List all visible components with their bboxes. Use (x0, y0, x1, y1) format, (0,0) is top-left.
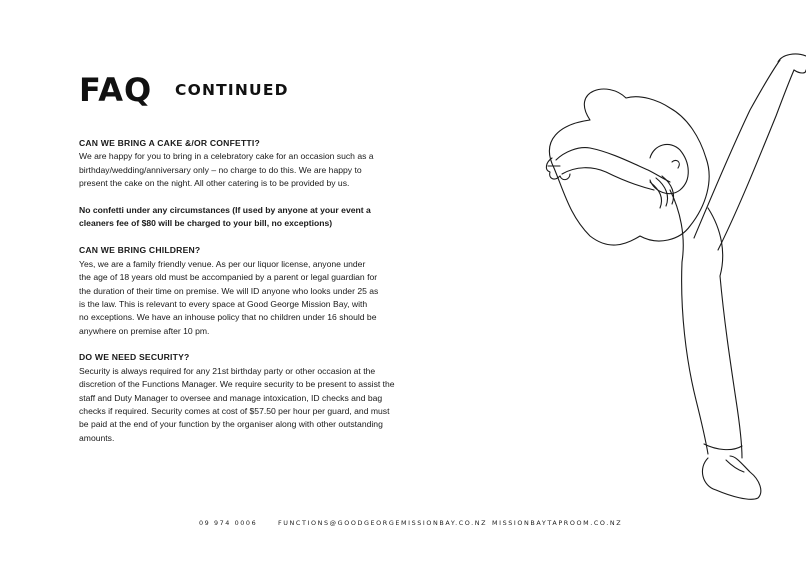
standing-leg (682, 262, 742, 458)
faq-children-section (79, 244, 409, 338)
page-title: FAQ (79, 71, 153, 109)
faq-security-answer: Security is always required for any 21st birthday party or other occasion at the discretion of the Functions Manager. We require security to be present to assist the staff and Duty Manager to oversee and manage intoxication, ID checks and bag checks if required. Security comes at cost of $57.50 per hour per guard, and must be paid at the end of your function by the organiser along with other outstanding amounts. (79, 365, 395, 443)
face-outline (650, 144, 688, 193)
faq-content (79, 137, 409, 458)
faq-cake-answer: We are happy for you to bring in a celebratory cake for an occasion such as a birthday/wedding/anniversary only – no charge to do this. We are happy to present the cake on the night. All other catering is to be provided by us. (79, 151, 374, 189)
shoe-detail (726, 460, 744, 472)
footer (0, 519, 806, 531)
kicked-leg (694, 60, 794, 250)
faq-children-heading: CAN WE BRING CHILDREN? (79, 245, 201, 256)
faq-security-heading: DO WE NEED SECURITY? (79, 352, 190, 363)
faq-cake-heading: CAN WE BRING A CAKE &/OR CONFETTI? (79, 138, 260, 148)
shoe (702, 456, 760, 499)
raised-arm (556, 148, 670, 182)
footer-website[interactable]: MISSIONBAYTAPROOM.CO.NZ (492, 519, 623, 527)
pants-hem (704, 444, 742, 450)
confetti-warning: No confetti under any circumstances (If used by anyone at your event a cleaners fee of $80 will be charged to your bill, no exceptions) (79, 204, 371, 229)
faq-cake-section (79, 137, 409, 191)
faq-children-answer: Yes, we are a family friendly venue. As per our liquor license, anyone under the age of 18 years old must be accompanied by a parent or legal guardian for the duration of their time on premise. We will ID anyone who looks under 25 as is the law. This is relevant to every space at Good George Mission Bay, with no exceptions. We have an inhouse policy that no children under 16 should be anywhere on premise after 10 pm. (79, 258, 379, 336)
footer-email[interactable]: FUNCTIONS@GOODGEORGEMISSIONBAY.CO.NZ (278, 519, 488, 527)
raised-arm-back (562, 168, 654, 190)
hand (546, 158, 570, 180)
faq-security-section (79, 351, 409, 445)
ear-detail (672, 160, 679, 168)
page-subtitle: CONTINUED (175, 81, 289, 99)
dancing-person-illustration (530, 40, 806, 520)
footer-phone[interactable]: 09 974 0006 (199, 519, 258, 527)
hair-outline (549, 89, 709, 245)
kicked-foot (778, 54, 806, 73)
